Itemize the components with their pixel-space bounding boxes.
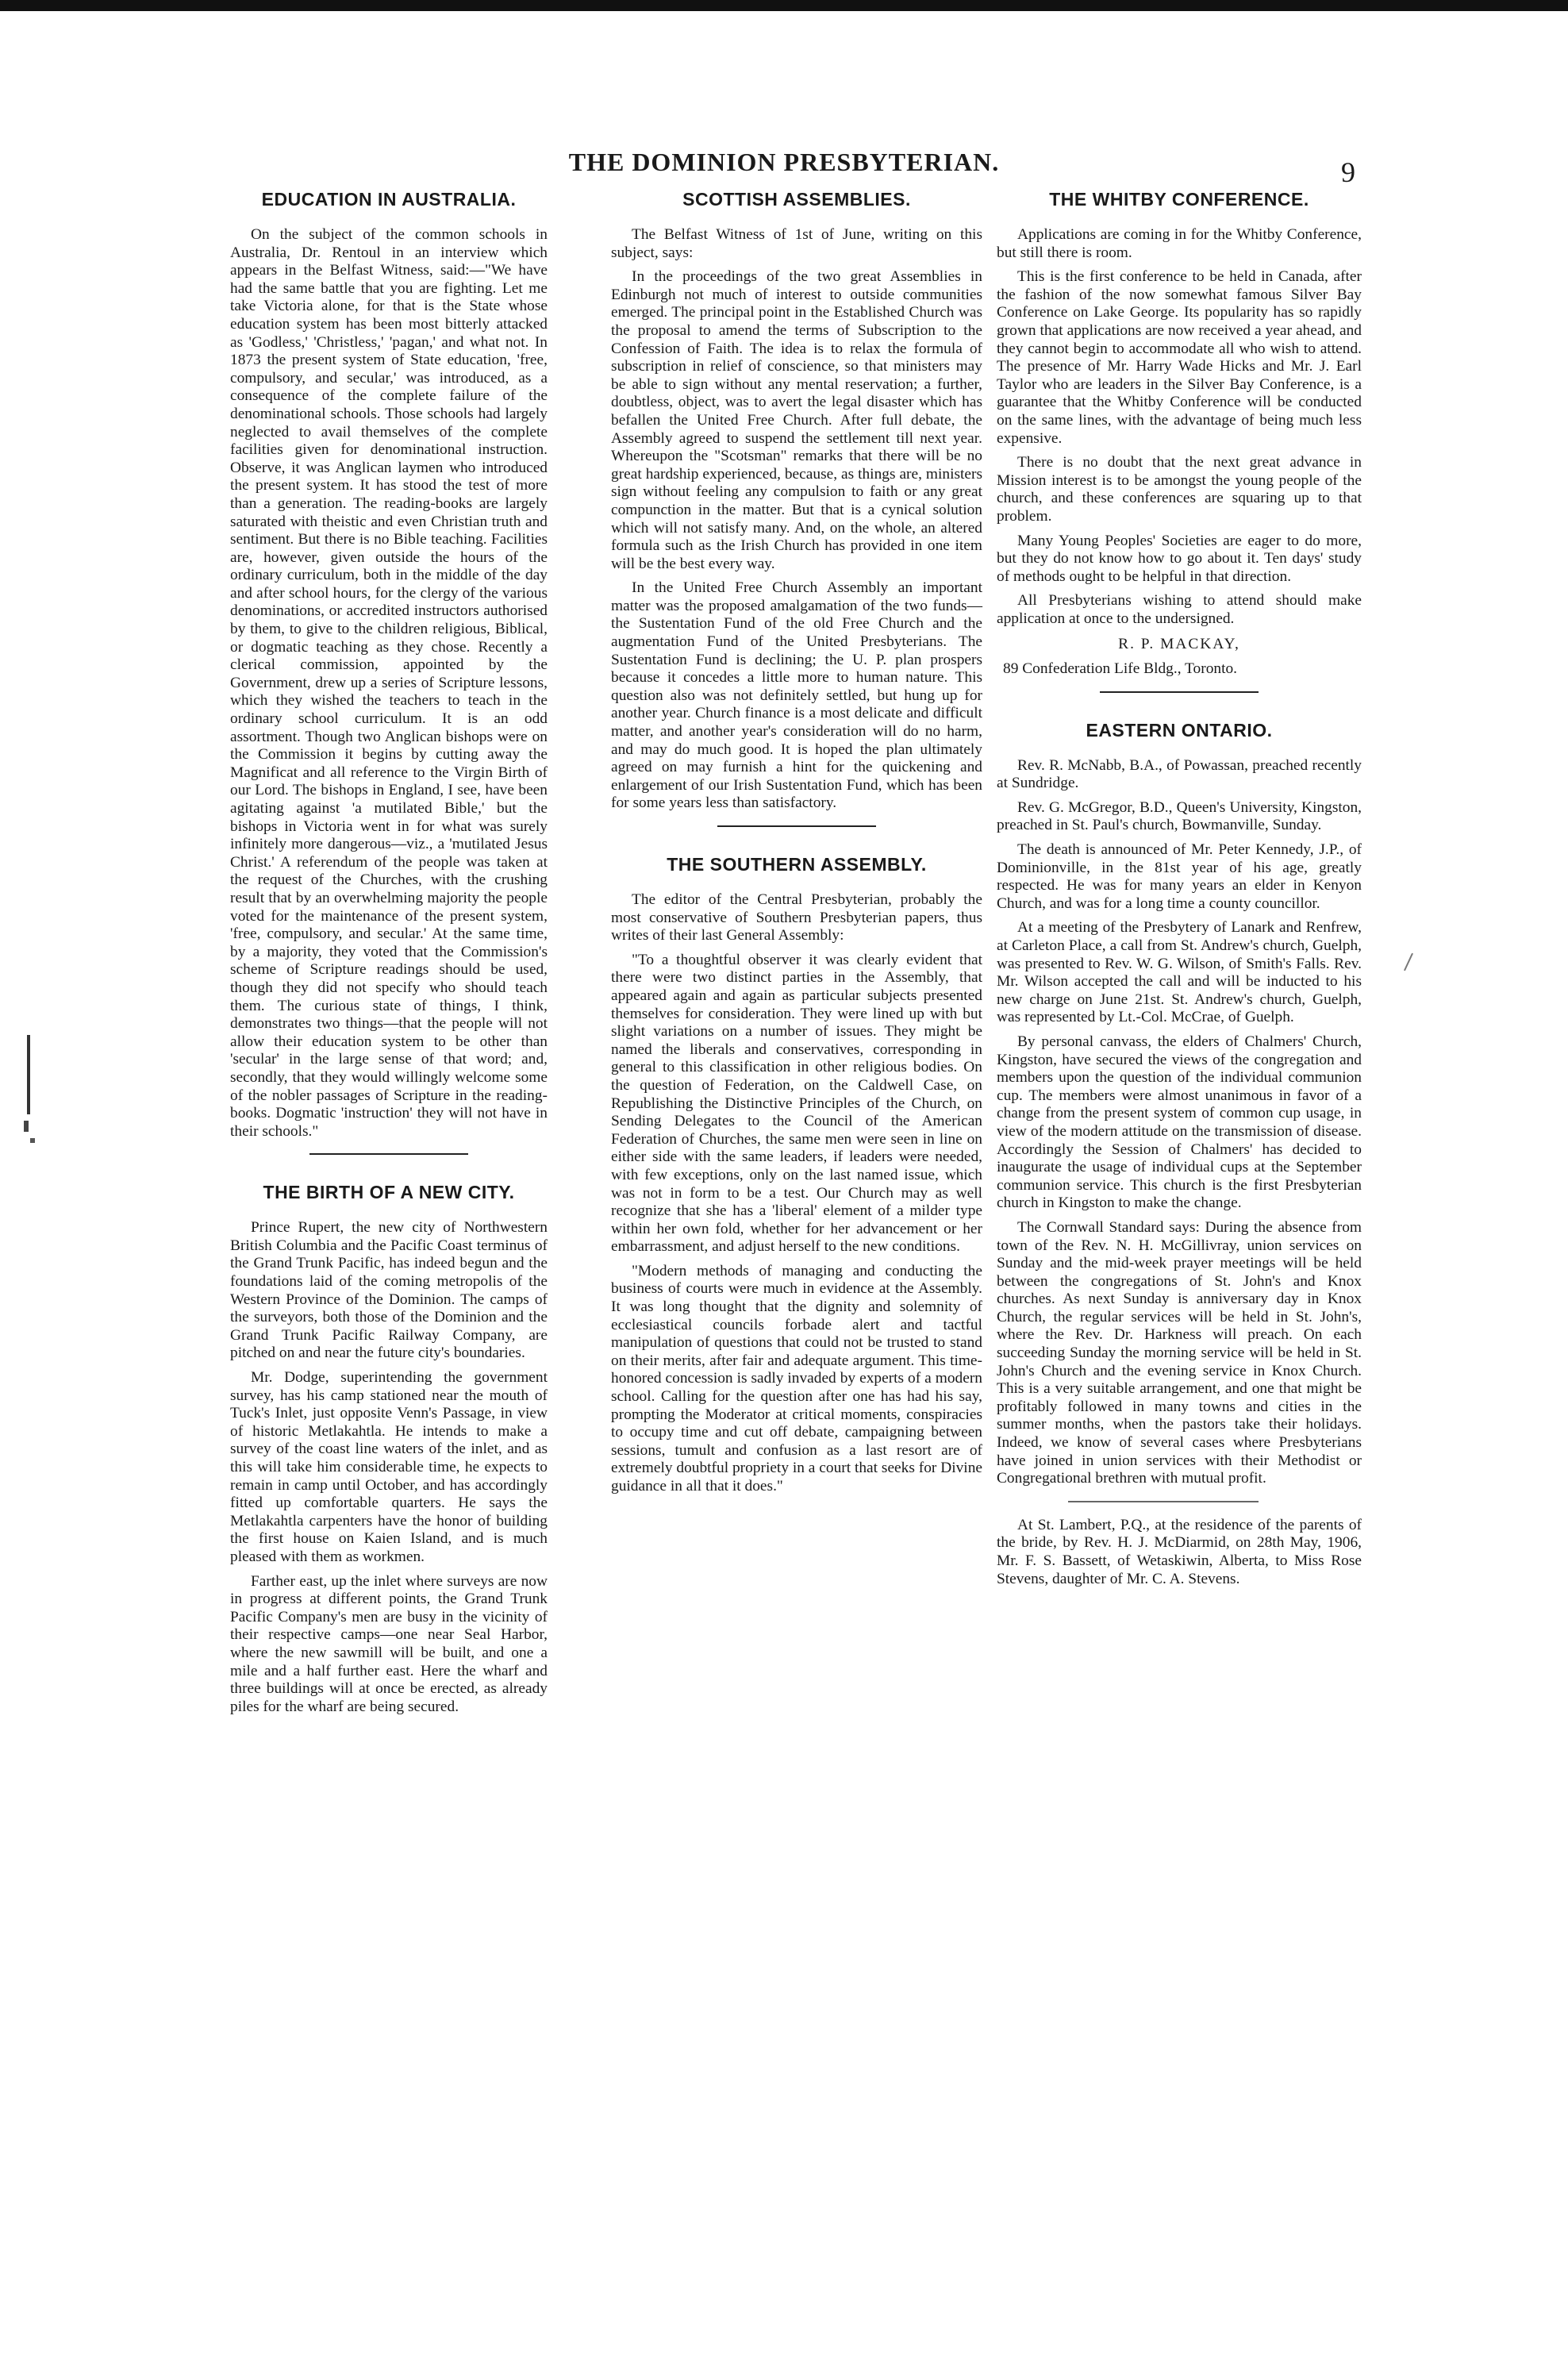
margin-ink-mark	[27, 1035, 30, 1114]
heading-education-australia: EDUCATION IN AUSTRALIA.	[261, 189, 517, 210]
article-paragraph: There is no doubt that the next great advance in Mission interest is to be amongst the young people of the church, and these conferences are squaring up to that problem.	[997, 454, 1362, 525]
margin-ink-mark	[30, 1138, 35, 1143]
article-paragraph: The Belfast Witness of 1st of June, writing on this subject, says:	[611, 226, 982, 261]
heading-southern-assembly: THE SOUTHERN ASSEMBLY.	[667, 854, 927, 875]
section-divider	[309, 1153, 468, 1155]
signature-address: 89 Confederation Life Bldg., Toronto.	[1003, 660, 1238, 678]
article-paragraph: Mr. Dodge, superintending the government survey, has his camp stationed near the mouth of Tuck's Inlet, just opposite Venn's Passage, in view of historic Metlakahtla. He intends to make a survey of the coast line waters of the inlet, and as this will take him considerable time, he expects to remain in camp until October, and has accordingly fitted up comfortable quarters. He says the Metlakahtla carpenters have the honor of building the first house on Kaien Island, and is much pleased with them as workmen.	[230, 1369, 548, 1565]
pencil-mark	[1404, 953, 1413, 971]
column-middle	[611, 189, 982, 1502]
column-right	[997, 189, 1362, 1595]
article-paragraph: Rev. G. McGregor, B.D., Queen's University, Kingston, preached in St. Paul's church, Bowmanville, Sunday.	[997, 798, 1362, 834]
article-paragraph: Prince Rupert, the new city of Northwestern British Columbia and the Pacific Coast terminus of the Grand Trunk Pacific, has indeed begun and the foundations laid of the coming metropolis of the Western Province of the Dominion. The camps of the surveyors, both those of the Dominion and the Grand Trunk Pacific Railway Company, are pitched on and near the future city's boundaries.	[230, 1219, 548, 1362]
article-paragraph: The editor of the Central Presbyterian, probably the most conservative of Southern Presbyterian papers, thus writes of their last General Assembly:	[611, 891, 982, 944]
notice-divider	[1068, 1501, 1259, 1502]
heading-birth-new-city: THE BIRTH OF A NEW CITY.	[263, 1182, 515, 1203]
article-paragraph: On the subject of the common schools in Australia, Dr. Rentoul in an interview which appears in the Belfast Witness, said:—"We have had the same battle that you are fighting. Let me take Victoria alone, for that is the State whose education system has been most bitterly attacked as 'Godless,' 'Christless,' 'pagan,' and what not. In 1873 the present system of State education, 'free, compulsory, and secular,' was introduced, as a consequence of the complete failure of the denominational schools. Those schools had largely neglected to avail themselves of the complete facilities given for denominational instruction. Observe, it was Anglican laymen who introduced the present system. It has stood the test of more than a generation. The reading-books are largely saturated with theistic and even Christian truth and sentiment. But there is no Bible teaching. Facilities are, however, given outside the hours of the ordinary curriculum, both in the middle of the day and after school hours, for the clergy of the various denominations, or accredited instructors authorised by them, to give to the children religious, Biblical, or dogmatic teaching as they chose. Recently a clerical commission, appointed by the Government, drew up a series of Scripture lessons, which they wished the teachers to teach in the ordinary school curriculum. It is an odd assortment. Though two Anglican bishops were on the Commission it begins by cutting away the Magnificat and all reference to the Virgin Birth of our Lord. The bishops in England, I see, have been agitating against 'a mutilated Bible,' but the bishops in Victoria went in for what was surely infinitely more dangerous—viz., a 'mutilated Jesus Christ.' A referendum of the people was taken at the request of the Churches, with the crushing result that by an overwhelming majority the people voted for the maintenance of the present system, 'free, compulsory, and secular.' At the same time, by a majority, they voted that the Commission's scheme of Scripture readings should be used, though they did not specify who should teach them. The curious state of things, I think, demonstrates two things—that the people will not allow their education system to be other than 'secular' in the large sense of that word; and, secondly, that they would willingly welcome some of the nobler passages of Scripture in the reading-books. Dogmatic 'instruction' they will not have in their schools."	[230, 226, 548, 1140]
article-paragraph: The Cornwall Standard says: During the absence from town of the Rev. N. H. McGillivray, union services on Sunday and the mid-week prayer meetings will be held between the congregations of St. John's and Knox churches. As next Sunday is anniversary day in Knox Church, the regular services will be held in St. John's, where the Rev. Dr. Harkness will preach. On each succeeding Sunday the morning service will be held in St. John's Church and the evening service in Knox Church. This is a very suitable arrangement, and one that might be profitably followed in many towns and cities in the summer months, when the pastors take their holidays. Indeed, we know of several cases where Presbyterians have joined in union services with their Methodist or Congregational brethren with mutual profit.	[997, 1218, 1362, 1487]
heading-scottish-assemblies: SCOTTISH ASSEMBLIES.	[682, 189, 911, 210]
article-paragraph: This is the first conference to be held in Canada, after the fashion of the now somewhat famous Silver Bay Conference on Lake George. Its popularity has so rapidly grown that applications are now received a year ahead, and they cannot begin to accommodate all who wish to attend. The presence of Mr. Harry Wade Hicks and Mr. J. Earl Taylor who are leaders in the Silver Bay Conference, is a guarantee that the Whitby Conference will be conducted on the same lines, with the advantage of being much less expensive.	[997, 268, 1362, 447]
article-paragraph: In the proceedings of the two great Assemblies in Edinburgh not much of interest to outside communities emerged. The principal point in the Established Church was the proposal to amend the terms of Subscription to the Confession of Faith. The idea is to relax the formula of subscription in relief of conscience, so that ministers may be able to sign without any mental reservation; a further, doubtless, object, was to avert the legal disaster which has befallen the United Free Church. After full debate, the Assembly agreed to suspend the settlement till next year. Whereupon the "Scotsman" remarks that there will be no great hardship experienced, because, as things are, ministers sign without feeling any compulsion to faith or any great compunction in the matter. But that is a cynical solution which will not satisfy many. And, on the whole, an altered formula such as the Irish Church has provided in one item will be the best every way.	[611, 268, 982, 572]
masthead: THE DOMINION PRESBYTERIAN.	[568, 148, 1000, 176]
article-paragraph: All Presbyterians wishing to attend should make application at once to the undersigned.	[997, 592, 1362, 627]
article-paragraph: "Modern methods of managing and conducting the business of courts were much in evidence at the Assembly. It was long thought that the dignity and solemnity of ecclesiastical councils forbade alert and tactful manipulation of questions that could not be trusted to stand on their merits, after fair and adequate argument. This time-honored concession is sadly invaded by experts of a modern school. Calling for the question after one has had his say, prompting the Moderator at critical moments, conspiracies to occupy time and cut off debate, campaigning between sessions, tumult and confusion as a last resort are of extremely doubtful propriety in a court that seeks for Divine guidance in all that it does."	[611, 1262, 982, 1495]
heading-whitby-conference: THE WHITBY CONFERENCE.	[1049, 189, 1309, 210]
column-left	[230, 189, 548, 1722]
section-divider	[717, 825, 876, 827]
article-paragraph: In the United Free Church Assembly an important matter was the proposed amalgamation of the two funds—the Sustentation Fund of the old Free Church and the augmentation Fund of the United Presbyterians. The Sustentation Fund is declining; the U. P. plan prospers because it concedes a little more to human nature. This question also was not definitely settled, but hung up for another year. Church finance is a most delicate and difficult matter, and another year's consideration will do no harm, and may do much good. It is hoped the plan ultimately agreed on may furnish a hint for the quickening and enlargement of our Irish Sustentation Fund, which has been for some years less than satisfactory.	[611, 579, 982, 812]
article-paragraph: At a meeting of the Presbytery of Lanark and Renfrew, at Carleton Place, a call from St. Andrew's church, Guelph, was presented to Rev. W. G. Wilson, of Smith's Falls. Rev. Mr. Wilson accepted the call and will be inducted to his new charge on June 21st. St. Andrew's church, Guelph, was represented by Lt.-Col. McCrae, of Guelph.	[997, 919, 1362, 1026]
article-paragraph: By personal canvass, the elders of Chalmers' Church, Kingston, have secured the views of the congregation and members upon the question of the individual communion cup. The members were almost unanimous in favor of a change from the present system of common cup usage, in view of the modern attitude on the transmission of disease. Accordingly the Session of Chalmers' has decided to inaugurate the usage of individual cups at the September communion service. This church is the first Presbyterian church in Kingston to make the change.	[997, 1033, 1362, 1212]
top-border	[0, 0, 1568, 11]
article-paragraph: "To a thoughtful observer it was clearly evident that there were two distinct parties in the Assembly, that appeared again and again as particular subjects presented themselves for consideration. They were lined up with but slight variations on a number of issues. They might be named the liberals and conservatives, corresponding in general to this classification in other religious bodies. On the question of Federation, on the Caldwell Case, on Republishing the Distinctive Principles of the Church, on Sending Delegates to the Council of the American Federation of Churches, the same men were seen in line on either side with the same leaders, if leaders were needed, with few exceptions, only on the last named issue, which was not in form to be a test. Our Church may as well recognize that she has a 'liberal' element of a milder type within her own fold, whether for her advancement or her embarrassment, and adjust herself to the new conditions.	[611, 951, 982, 1256]
marriage-notice: At St. Lambert, P.Q., at the residence of the parents of the bride, by Rev. H. J. McDiarmid, on 28th May, 1906, Mr. F. S. Bassett, of Wetaskiwin, Alberta, to Miss Rose Stevens, daughter of Mr. C. A. Stevens.	[997, 1516, 1362, 1587]
section-divider	[1100, 691, 1259, 693]
article-paragraph: Many Young Peoples' Societies are eager to do more, but they do not know how to go about it. Ten days' study of methods ought to be helpful in that direction.	[997, 532, 1362, 585]
page-number: 9	[1341, 156, 1355, 188]
article-paragraph: The death is announced of Mr. Peter Kennedy, J.P., of Dominionville, in the 81st year of his age, greatly respected. He was for many years an elder in Kenyon Church, and was for a long time a county councillor.	[997, 841, 1362, 912]
signature-name: R. P. MACKAY,	[1118, 636, 1240, 653]
article-paragraph: Rev. R. McNabb, B.A., of Powassan, preached recently at Sundridge.	[997, 756, 1362, 792]
article-paragraph: Applications are coming in for the Whitby Conference, but still there is room.	[997, 226, 1362, 261]
margin-ink-mark	[24, 1121, 29, 1132]
article-paragraph: Farther east, up the inlet where surveys are now in progress at different points, the Grand Trunk Pacific Company's men are busy in the vicinity of their respective camps—one near Seal Harbor, where the new sawmill will be built, and one a mile and a half further east. Here the wharf and three buildings will at once be erected, as already piles for the wharf are being secured.	[230, 1572, 548, 1715]
heading-eastern-ontario: EASTERN ONTARIO.	[1086, 719, 1273, 741]
